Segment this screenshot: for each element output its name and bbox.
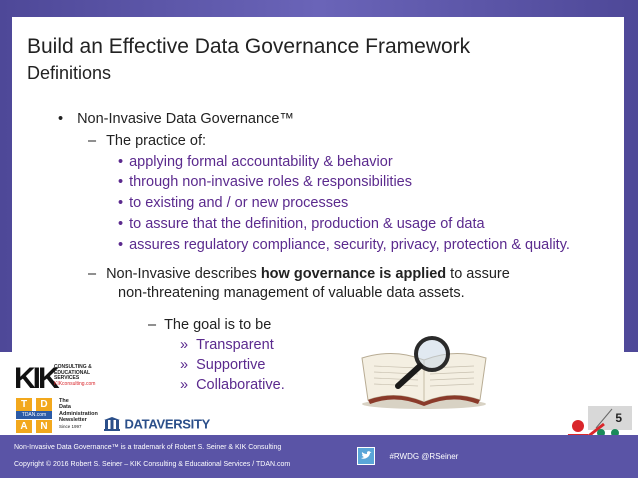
slide-title: Build an Effective Data Governance Framework: [27, 35, 471, 58]
footer-bar: [0, 435, 638, 478]
level3-item-text: to assure that the definition, production & usage of data: [129, 216, 485, 232]
footer-trademark: Non-Invasive Data Governance™ is a trademark of Robert S. Seiner & KIK Consulting: [14, 444, 282, 451]
describes-prefix: Non-Invasive describes: [106, 266, 261, 282]
dataversity-logo: [104, 415, 210, 431]
tdan-logo: [16, 398, 112, 436]
chevron-marker: »: [180, 357, 189, 373]
building-icon: [104, 417, 120, 431]
tdan-text: [59, 398, 98, 430]
tdan-letter: D: [36, 398, 52, 411]
goal-item-text: Transparent: [196, 337, 274, 353]
level1-bullet: [58, 110, 294, 128]
kik-text: [54, 365, 95, 387]
tdan-letter: T: [16, 398, 32, 411]
kik-text-line: SERVICES: [54, 375, 80, 382]
goal-item: [180, 376, 285, 394]
kik-mark: KIK: [14, 362, 57, 395]
bullet-marker: •: [118, 216, 124, 232]
tdan-letter: N: [36, 420, 52, 433]
footer-copyright: Copyright © 2016 Robert S. Seiner – KIK Consulting & Educational Services / TDAN.com: [14, 461, 291, 468]
level2-dash-text: The practice of:: [106, 133, 207, 149]
bullet-marker: •: [118, 154, 124, 170]
level3-item-text: to existing and / or new processes: [129, 195, 349, 211]
goal-item: [180, 336, 274, 354]
tdan-text-line: The: [59, 398, 69, 404]
kik-url: KIKconsulting.com: [54, 380, 96, 387]
kik-text-line: EDUCATIONAL: [54, 369, 91, 376]
twitter-handle[interactable]: [357, 447, 458, 467]
tdan-block: [16, 398, 56, 434]
level3-item: [118, 215, 485, 233]
tdan-text-line: Newsletter: [59, 417, 87, 424]
level3-item: [118, 153, 393, 171]
goal-line: [148, 316, 271, 334]
bullet-marker: •: [118, 237, 124, 253]
slide-subtitle: Definitions: [27, 63, 112, 83]
chevron-marker: »: [180, 337, 189, 353]
dash-marker: –: [88, 266, 97, 282]
goal-item-text: Collaborative.: [196, 377, 285, 393]
bullet-marker: •: [118, 195, 124, 211]
tdan-url: TDAN.com: [16, 411, 52, 419]
tdan-text-line: Data: [59, 404, 71, 411]
describes-suffix: to assure: [446, 266, 510, 282]
hashtag-text: #RWDG @RSeiner: [389, 451, 459, 461]
describes-line2: non-threatening management of valuable data assets.: [118, 285, 465, 301]
level3-item-text: applying formal accountability & behavior: [129, 154, 393, 170]
describes-bold: how governance is applied: [260, 266, 447, 282]
page-number: 5: [615, 411, 622, 425]
goal-text: The goal is to be: [164, 317, 272, 333]
level3-item: [118, 173, 412, 191]
level3-item-text: through non-invasive roles & responsibilities: [129, 174, 412, 190]
level3-item: [118, 236, 570, 254]
goal-item: [180, 356, 265, 374]
tdan-text-line: Since 1997: [59, 423, 82, 429]
describes-line: [88, 265, 510, 283]
dash-marker: –: [148, 317, 157, 333]
twitter-bird-icon: [357, 447, 375, 465]
level3-item: [118, 194, 348, 212]
kik-text-line: CONSULTING &: [54, 364, 92, 370]
dataversity-wordmark: DATAVERSITY: [124, 416, 210, 432]
level3-item-text: assures regulatory compliance, security, privacy, protection & quality.: [129, 237, 570, 253]
chevron-marker: »: [180, 377, 189, 393]
level1-bullet-text: Non-Invasive Data Governance™: [77, 111, 294, 127]
bullet-marker: •: [118, 174, 124, 190]
dash-marker: –: [88, 133, 97, 149]
level2-dash: [88, 132, 206, 150]
bullet-marker: •: [58, 111, 64, 127]
tdan-letter: A: [16, 420, 32, 433]
goal-item-text: Supportive: [196, 357, 266, 373]
book-magnifier-illustration: [354, 330, 494, 410]
tdan-text-line: Administration: [59, 410, 98, 417]
kik-logo: [14, 364, 104, 396]
